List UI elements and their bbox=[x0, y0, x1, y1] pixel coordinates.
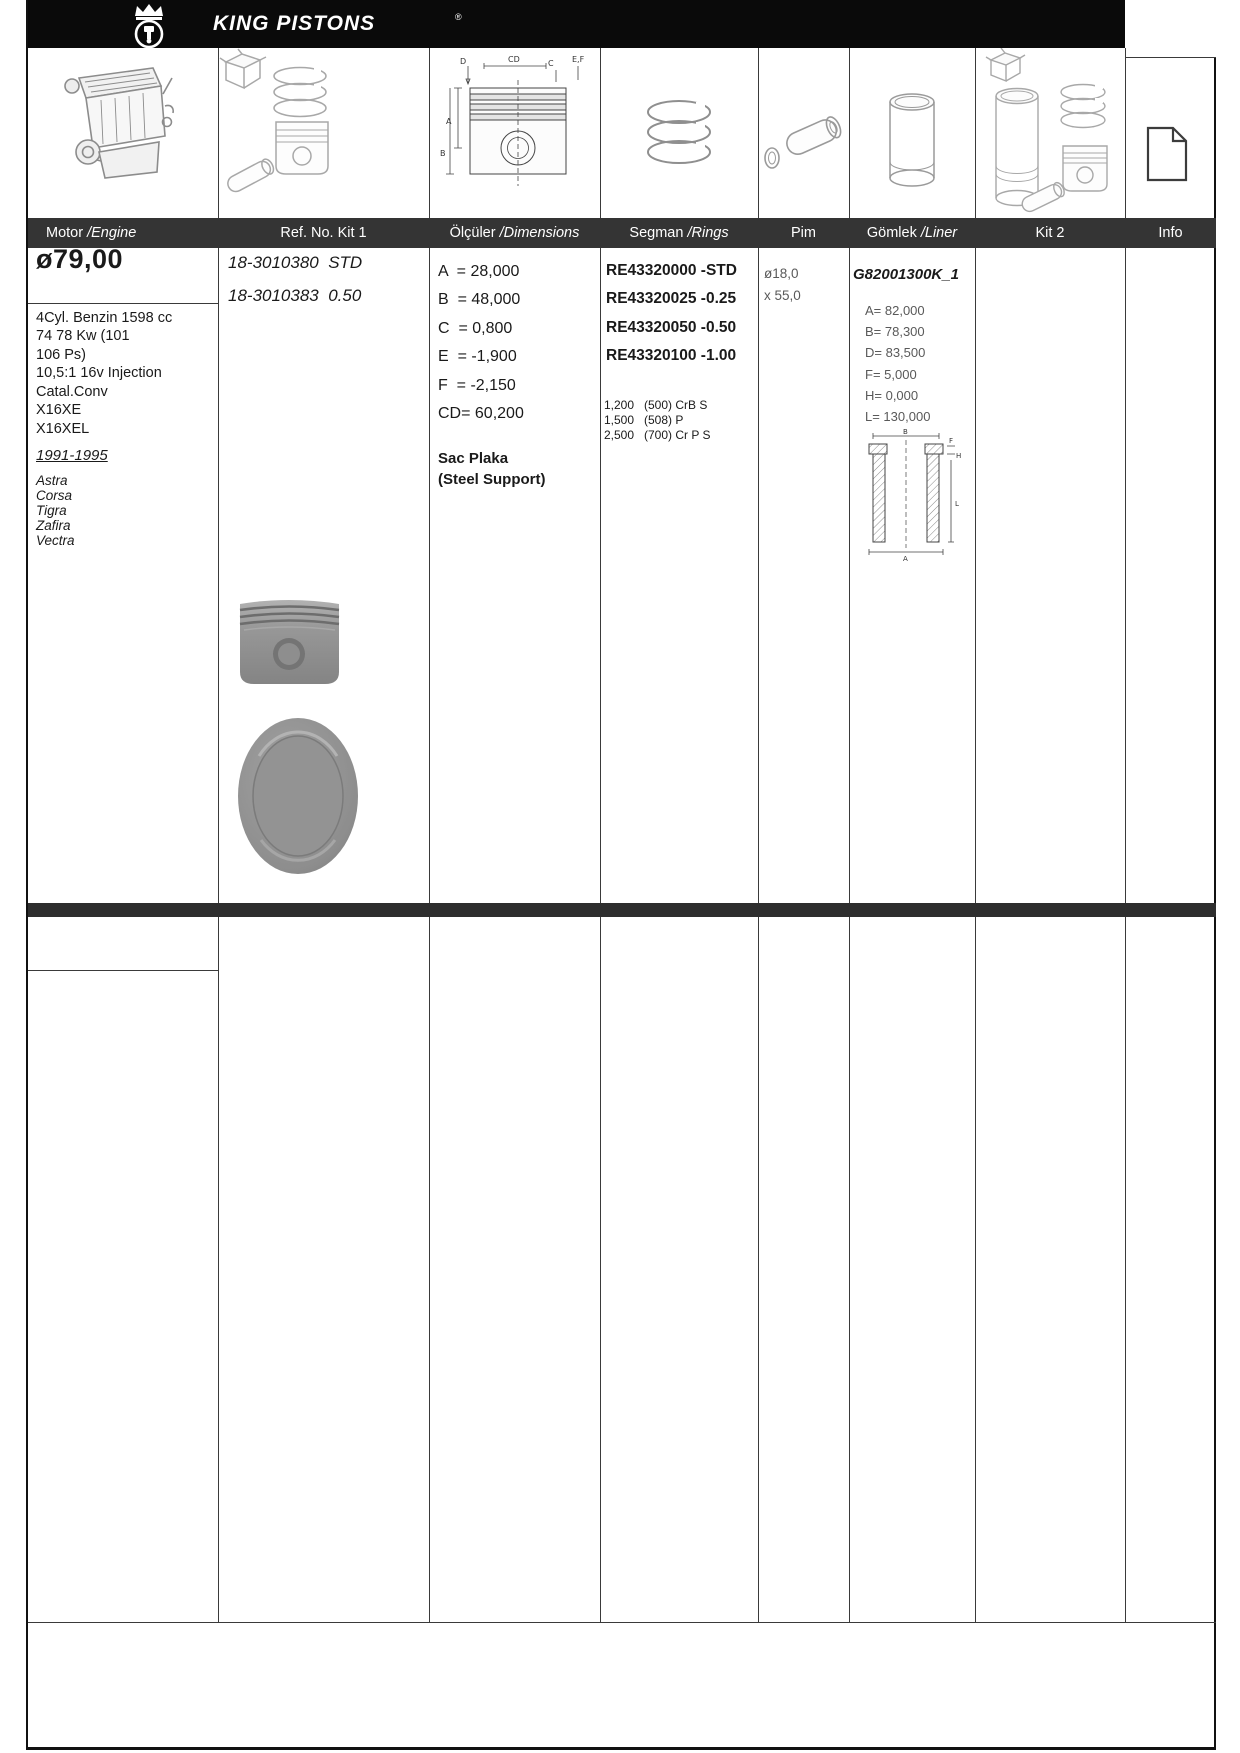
dimension-line: F = -2,150 bbox=[438, 377, 516, 394]
svg-text:B: B bbox=[903, 428, 908, 436]
model-years: 1991-1995 bbox=[36, 447, 108, 464]
grid-col-line bbox=[218, 48, 219, 1622]
kit1-contents-icon bbox=[218, 48, 429, 194]
bore-diameter: ø79,00 bbox=[36, 244, 124, 274]
grid-row-line bbox=[28, 1622, 1216, 1623]
piston-rings-icon bbox=[1061, 84, 1105, 128]
brand-bar bbox=[28, 0, 1125, 48]
grid-col-line bbox=[429, 48, 430, 1622]
engine-spec-line: 10,5:1 16v Injection bbox=[36, 365, 162, 381]
grid-col-line bbox=[1125, 48, 1126, 1622]
dimension-line: CD= 60,200 bbox=[438, 405, 524, 422]
kit1-ref-number: 18-3010380 STD bbox=[228, 253, 363, 272]
vehicle-model: Tigra bbox=[36, 503, 67, 518]
piston-icon bbox=[276, 122, 328, 174]
pin-length: x 55,0 bbox=[764, 288, 801, 303]
engine-icon bbox=[55, 54, 180, 189]
ring-spec-row: 1,500 (508) P bbox=[604, 413, 684, 427]
header-motor: Motor /Engine bbox=[46, 225, 137, 241]
liner-dimension: A= 82,000 bbox=[865, 303, 925, 318]
ring-spec-row: 1,200 (500) CrB S bbox=[604, 398, 708, 412]
document-icon bbox=[1146, 126, 1188, 182]
motor-subcell-line bbox=[28, 970, 218, 971]
support-note: Sac Plaka bbox=[438, 450, 509, 467]
dimension-line: E = -1,900 bbox=[438, 348, 517, 365]
piston-icon bbox=[1063, 146, 1107, 191]
svg-text:D: D bbox=[460, 57, 467, 66]
engine-spec-line: 106 Ps) bbox=[36, 347, 86, 363]
info-cell-top-line bbox=[1125, 57, 1216, 58]
ring-ref-number: RE43320050 -0.50 bbox=[606, 319, 737, 336]
dimension-line: C = 0,800 bbox=[438, 320, 513, 337]
ring-ref-number: RE43320100 -1.00 bbox=[606, 347, 737, 364]
engine-spec-line: 74 78 Kw (101 bbox=[36, 328, 130, 344]
grid-col-line bbox=[758, 48, 759, 1622]
svg-text:A: A bbox=[903, 555, 908, 562]
svg-text:B: B bbox=[440, 149, 446, 158]
piston-pin-icon bbox=[225, 157, 276, 194]
ring-ref-number: RE43320025 -0.25 bbox=[606, 290, 737, 307]
header-gomlek: Gömlek /Liner bbox=[866, 225, 958, 241]
liner-dimension: B= 78,300 bbox=[865, 324, 925, 339]
vehicle-model: Vectra bbox=[36, 533, 75, 548]
svg-text:A: A bbox=[446, 117, 452, 126]
vehicle-model: Corsa bbox=[36, 488, 73, 503]
vehicle-model: Zafira bbox=[36, 518, 71, 533]
kit2-contents-icon bbox=[975, 48, 1125, 216]
dimension-line: A = 28,000 bbox=[438, 263, 520, 280]
registered-mark: ® bbox=[455, 12, 462, 22]
grid-col-line bbox=[600, 48, 601, 1622]
engine-spec-line: X16XE bbox=[36, 402, 82, 418]
svg-text:F: F bbox=[949, 437, 954, 445]
engine-spec-line: Catal.Conv bbox=[36, 384, 108, 400]
cylinder-liner-icon bbox=[996, 89, 1038, 206]
piston-rings-icon bbox=[274, 68, 326, 117]
brand-wordmark: KING PISTONS bbox=[213, 12, 376, 35]
package-box-icon bbox=[986, 48, 1025, 81]
liner-dimension: F= 5,000 bbox=[865, 367, 917, 382]
svg-text:E,F: E,F bbox=[572, 55, 585, 64]
svg-text:C: C bbox=[548, 59, 554, 68]
rings-icon bbox=[636, 92, 722, 174]
liner-icon bbox=[884, 90, 940, 194]
piston-dimensions-diagram-icon bbox=[440, 52, 592, 192]
dimension-line: B = 48,000 bbox=[438, 291, 521, 308]
ring-spec-row: 2,500 (700) Cr P S bbox=[604, 428, 711, 442]
grid-col-line bbox=[975, 48, 976, 1622]
grid-col-line bbox=[849, 48, 850, 1622]
package-box-icon bbox=[220, 49, 266, 88]
engine-spec-line: 4Cyl. Benzin 1598 cc bbox=[36, 310, 173, 326]
liner-dimension: D= 83,500 bbox=[865, 345, 926, 360]
frame-bottom bbox=[26, 1747, 1216, 1750]
svg-text:CD: CD bbox=[508, 55, 520, 64]
piston-top-photo bbox=[237, 716, 359, 876]
engine-spec-line: X16XEL bbox=[36, 421, 90, 437]
liner-dimensions-diagram-icon bbox=[853, 428, 968, 562]
ring-ref-number: RE43320000 -STD bbox=[606, 262, 737, 279]
header-info: Info bbox=[1158, 225, 1183, 241]
vehicle-model: Astra bbox=[36, 473, 68, 488]
svg-text:H: H bbox=[956, 452, 962, 460]
support-note: (Steel Support) bbox=[438, 471, 546, 488]
brand-emblem-icon bbox=[120, 3, 178, 48]
header-segman: Segman /Rings bbox=[629, 225, 729, 241]
pin-icon bbox=[758, 100, 849, 180]
piston-side-photo bbox=[232, 596, 347, 688]
pin-diameter: ø18,0 bbox=[764, 266, 799, 281]
svg-text:L: L bbox=[955, 500, 959, 508]
row-separator-band bbox=[28, 903, 1216, 917]
bore-underline bbox=[28, 303, 218, 304]
liner-dimension: H= 0,000 bbox=[865, 388, 919, 403]
piston-pin-icon bbox=[1020, 181, 1067, 214]
liner-dimension: L= 130,000 bbox=[865, 409, 931, 424]
header-olculer: Ölçüler /Dimensions bbox=[449, 225, 580, 241]
header-ref-kit1: Ref. No. Kit 1 bbox=[280, 225, 367, 241]
kit1-ref-number: 18-3010383 0.50 bbox=[228, 286, 362, 305]
header-kit2: Kit 2 bbox=[1035, 225, 1065, 241]
header-pim: Pim bbox=[791, 225, 816, 241]
liner-ref-number: G82001300K_1 bbox=[853, 266, 959, 283]
frame-left bbox=[26, 0, 28, 1750]
